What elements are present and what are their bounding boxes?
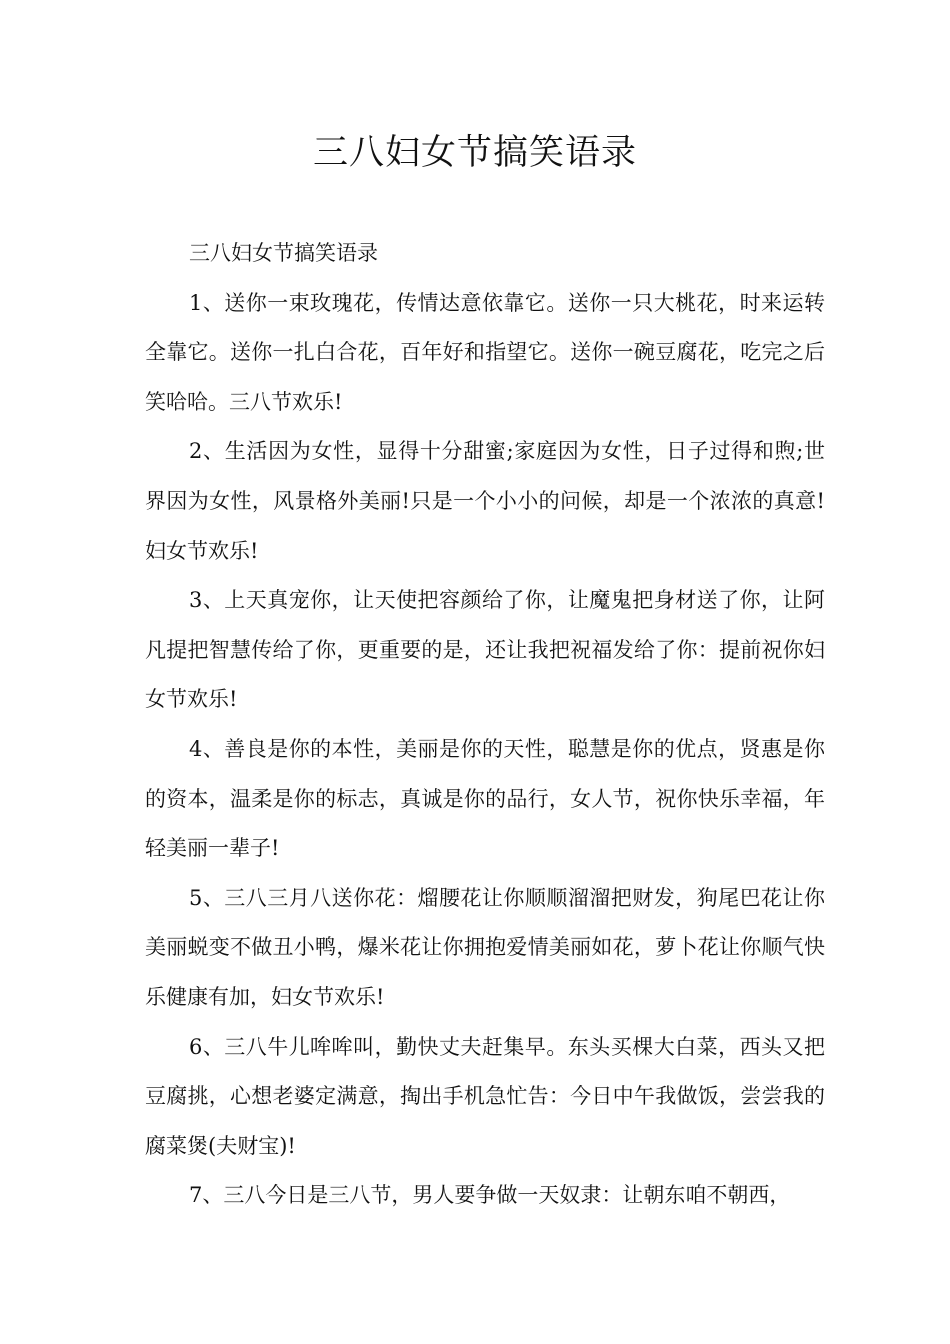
paragraph-quote-1: 1、送你一束玫瑰花，传情达意依靠它。送你一只大桃花，时来运转全靠它。送你一扎白合花，百年好和指望它。送你一碗豆腐花，吃完之后笑哈哈。三八节欢乐!	[145, 290, 825, 414]
document-title: 三八妇女节搞笑语录	[312, 133, 637, 173]
paragraph-quote-7: 7、三八今日是三八节，男人要争做一天奴隶：让朝东咱不朝西，	[189, 1183, 791, 1208]
paragraph-quote-4: 4、善良是你的本性，美丽是你的天性，聪慧是你的优点，贤惠是你的资本，温柔是你的标志，真诚是你的品行，女人节，祝你快乐幸福，年轻美丽一辈子!	[145, 736, 825, 861]
paragraph-quote-2: 2、生活因为女性，显得十分甜蜜;家庭因为女性，日子过得和煦;世界因为女性，风景格外美丽!只是一个小小的问候，却是一个浓浓的真意!妇女节欢乐!	[145, 439, 825, 563]
paragraph-quote-6: 6、三八牛儿哞哞叫，勤快丈夫赶集早。东头买棵大白菜，西头又把豆腐挑，心想老婆定满意，掏出手机急忙告：今日中午我做饭，尝尝我的腐菜煲(夫财宝)!	[145, 1034, 825, 1158]
paragraph-heading: 三八妇女节搞笑语录	[189, 241, 378, 265]
paragraph-quote-5: 5、三八三月八送你花：熘腰花让你顺顺溜溜把财发，狗尾巴花让你美丽蜕变不做丑小鸭，爆米花让你拥抱爱情美丽如花，萝卜花让你顺气快乐健康有加，妇女节欢乐!	[145, 885, 825, 1009]
document-body	[145, 229, 825, 1221]
paragraph-quote-3: 3、上天真宠你，让天使把容颜给了你，让魔鬼把身材送了你，让阿凡提把智慧传给了你，更重要的是，还让我把祝福发给了你：提前祝你妇女节欢乐!	[145, 588, 825, 712]
